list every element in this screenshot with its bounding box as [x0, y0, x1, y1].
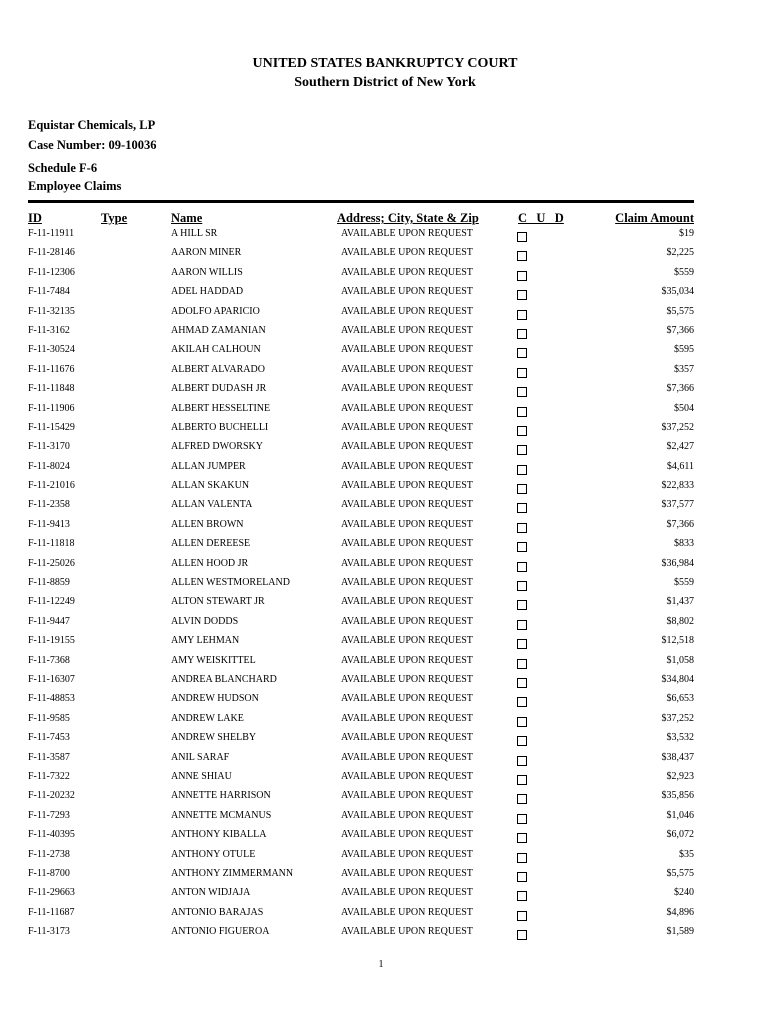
- claimant-name: ANTONIO FIGUEROA: [171, 926, 270, 938]
- table-row: [0, 340, 770, 359]
- table-row: [0, 612, 770, 631]
- table-row: [0, 282, 770, 301]
- claim-id: F-11-21016: [28, 480, 75, 492]
- claimant-address: AVAILABLE UPON REQUEST: [341, 557, 473, 569]
- column-header-name: Name: [171, 211, 203, 225]
- claim-amount: $37,577: [661, 499, 694, 511]
- claim-id: F-11-9585: [28, 712, 70, 724]
- claim-id: F-11-30524: [28, 344, 75, 356]
- claim-id: F-11-11848: [28, 383, 75, 395]
- claim-id: F-11-11687: [28, 906, 75, 918]
- claimant-name: ALFRED DWORSKY: [171, 441, 263, 453]
- claim-id: F-11-3170: [28, 441, 70, 453]
- claimant-address: AVAILABLE UPON REQUEST: [341, 480, 473, 492]
- disputed-checkbox[interactable]: [517, 600, 527, 610]
- claim-id: F-11-25026: [28, 557, 75, 569]
- table-row: [0, 806, 770, 825]
- column-header-type: Type: [101, 211, 128, 225]
- disputed-checkbox[interactable]: [517, 911, 527, 921]
- claim-amount: $6,653: [666, 693, 694, 705]
- claim-amount: $595: [674, 344, 694, 356]
- claim-amount: $35,856: [661, 790, 694, 802]
- table-row: [0, 534, 770, 553]
- claimant-address: AVAILABLE UPON REQUEST: [341, 790, 473, 802]
- claimant-address: AVAILABLE UPON REQUEST: [341, 344, 473, 356]
- disputed-checkbox[interactable]: [517, 542, 527, 552]
- claimant-address: AVAILABLE UPON REQUEST: [341, 712, 473, 724]
- claimant-address: AVAILABLE UPON REQUEST: [341, 693, 473, 705]
- claimant-address: AVAILABLE UPON REQUEST: [341, 577, 473, 589]
- claimant-address: AVAILABLE UPON REQUEST: [341, 848, 473, 860]
- column-header-address: Address; City, State & Zip: [337, 211, 479, 225]
- disputed-checkbox[interactable]: [517, 503, 527, 513]
- claim-amount: $357: [674, 363, 694, 375]
- debtor-name: Equistar Chemicals, LP: [28, 118, 156, 132]
- claim-id: F-11-7368: [28, 654, 70, 666]
- claim-id: F-11-48853: [28, 693, 75, 705]
- table-row: [0, 689, 770, 708]
- claimant-address: AVAILABLE UPON REQUEST: [341, 887, 473, 899]
- table-row: [0, 573, 770, 592]
- claimant-name: ALTON STEWART JR: [171, 596, 265, 608]
- disputed-checkbox[interactable]: [517, 445, 527, 455]
- table-row: [0, 883, 770, 902]
- court-title: UNITED STATES BANKRUPTCY COURT: [252, 56, 518, 71]
- claim-amount: $7,366: [666, 383, 694, 395]
- claimant-address: AVAILABLE UPON REQUEST: [341, 518, 473, 530]
- disputed-checkbox[interactable]: [517, 387, 527, 397]
- claimant-name: AMY LEHMAN: [171, 635, 240, 647]
- table-row: [0, 360, 770, 379]
- claimant-name: ADEL HADDAD: [171, 286, 244, 298]
- claim-id: F-11-3587: [28, 751, 70, 763]
- claimant-name: ALBERTO BUCHELLI: [171, 421, 269, 433]
- table-row: [0, 243, 770, 262]
- claimant-address: AVAILABLE UPON REQUEST: [341, 770, 473, 782]
- claim-amount: $37,252: [661, 712, 694, 724]
- claim-id: F-11-7484: [28, 286, 70, 298]
- claim-amount: $35,034: [661, 286, 694, 298]
- claim-id: F-11-9447: [28, 615, 70, 627]
- claimant-name: ALBERT ALVARADO: [171, 363, 265, 375]
- disputed-checkbox[interactable]: [517, 620, 527, 630]
- claimant-address: AVAILABLE UPON REQUEST: [341, 499, 473, 511]
- claim-amount: $240: [674, 887, 694, 899]
- table-row: [0, 592, 770, 611]
- claimant-name: ALLAN VALENTA: [171, 499, 253, 511]
- claimant-name: ANTHONY ZIMMERMANN: [171, 867, 294, 879]
- table-row: [0, 379, 770, 398]
- claimant-name: ANDREW HUDSON: [171, 693, 259, 705]
- disputed-checkbox[interactable]: [517, 465, 527, 475]
- claimant-name: ADOLFO APARICIO: [171, 305, 260, 317]
- table-row: [0, 922, 770, 941]
- claimant-address: AVAILABLE UPON REQUEST: [341, 673, 473, 685]
- claimant-address: AVAILABLE UPON REQUEST: [341, 867, 473, 879]
- claimant-name: ANIL SARAF: [171, 751, 230, 763]
- table-row: [0, 903, 770, 922]
- claimant-address: AVAILABLE UPON REQUEST: [341, 829, 473, 841]
- disputed-checkbox[interactable]: [517, 930, 527, 940]
- claimant-address: AVAILABLE UPON REQUEST: [341, 402, 473, 414]
- claimant-name: ALBERT HESSELTINE: [171, 402, 271, 414]
- claimant-address: AVAILABLE UPON REQUEST: [341, 247, 473, 259]
- claim-amount: $38,437: [661, 751, 694, 763]
- claim-amount: $3,532: [666, 732, 694, 744]
- table-row: [0, 224, 770, 243]
- claim-amount: $2,923: [666, 770, 694, 782]
- claim-amount: $12,518: [661, 635, 694, 647]
- table-row: [0, 786, 770, 805]
- claim-amount: $4,611: [666, 460, 694, 472]
- claimant-address: AVAILABLE UPON REQUEST: [341, 596, 473, 608]
- claim-id: F-11-8700: [28, 867, 70, 879]
- claim-amount: $7,366: [666, 324, 694, 336]
- disputed-checkbox[interactable]: [517, 659, 527, 669]
- claim-id: F-11-7453: [28, 732, 70, 744]
- case-number: Case Number: 09-10036: [28, 138, 157, 152]
- disputed-checkbox[interactable]: [517, 872, 527, 882]
- claim-id: F-11-3162: [28, 324, 70, 336]
- claimant-name: ALLEN HOOD JR: [171, 557, 249, 569]
- table-row: [0, 399, 770, 418]
- claim-id: F-11-11676: [28, 363, 75, 375]
- claim-amount: $2,427: [666, 441, 694, 453]
- claimant-address: AVAILABLE UPON REQUEST: [341, 538, 473, 550]
- column-header-id: ID: [28, 211, 42, 225]
- claim-amount: $4,896: [666, 906, 694, 918]
- claim-amount: $1,046: [666, 809, 694, 821]
- claim-id: F-11-11818: [28, 538, 75, 550]
- claimant-name: AKILAH CALHOUN: [171, 344, 261, 356]
- claim-amount: $37,252: [661, 421, 694, 433]
- claim-amount: $6,072: [666, 829, 694, 841]
- disputed-checkbox[interactable]: [517, 271, 527, 281]
- claim-id: F-11-7293: [28, 809, 70, 821]
- claimant-address: AVAILABLE UPON REQUEST: [341, 266, 473, 278]
- claim-amount: $5,575: [666, 867, 694, 879]
- claimant-name: ALLAN JUMPER: [171, 460, 246, 472]
- claimant-name: AARON MINER: [171, 247, 242, 259]
- claim-amount: $8,802: [666, 615, 694, 627]
- disputed-checkbox[interactable]: [517, 639, 527, 649]
- claimant-address: AVAILABLE UPON REQUEST: [341, 286, 473, 298]
- table-row: [0, 321, 770, 340]
- claimant-address: AVAILABLE UPON REQUEST: [341, 809, 473, 821]
- claim-amount: $1,058: [666, 654, 694, 666]
- disputed-checkbox[interactable]: [517, 736, 527, 746]
- disputed-checkbox[interactable]: [517, 523, 527, 533]
- claimant-address: AVAILABLE UPON REQUEST: [341, 460, 473, 472]
- table-row: [0, 709, 770, 728]
- claimant-address: AVAILABLE UPON REQUEST: [341, 363, 473, 375]
- claimant-name: ANTONIO BARAJAS: [171, 906, 264, 918]
- claimant-address: AVAILABLE UPON REQUEST: [341, 305, 473, 317]
- disputed-checkbox[interactable]: [517, 697, 527, 707]
- claimant-name: ALVIN DODDS: [171, 615, 239, 627]
- table-row: [0, 418, 770, 437]
- disputed-checkbox[interactable]: [517, 678, 527, 688]
- disputed-checkbox[interactable]: [517, 581, 527, 591]
- table-row: [0, 748, 770, 767]
- claim-id: F-11-32135: [28, 305, 75, 317]
- claim-amount: $22,833: [661, 480, 694, 492]
- disputed-checkbox[interactable]: [517, 348, 527, 358]
- claimant-name: ANDREW SHELBY: [171, 732, 257, 744]
- claim-id: F-11-19155: [28, 635, 75, 647]
- header-rule: [28, 200, 694, 203]
- disputed-checkbox[interactable]: [517, 853, 527, 863]
- disputed-checkbox[interactable]: [517, 484, 527, 494]
- claim-id: F-11-3173: [28, 926, 70, 938]
- disputed-checkbox[interactable]: [517, 426, 527, 436]
- table-row: [0, 631, 770, 650]
- claim-amount: $36,984: [661, 557, 694, 569]
- claimant-name: ALBERT DUDASH JR: [171, 383, 267, 395]
- table-row: [0, 845, 770, 864]
- disputed-checkbox[interactable]: [517, 368, 527, 378]
- claim-id: F-11-7322: [28, 770, 70, 782]
- claim-amount: $2,225: [666, 247, 694, 259]
- claim-id: F-11-12306: [28, 266, 75, 278]
- claim-amount: $19: [679, 228, 694, 239]
- claimant-address: AVAILABLE UPON REQUEST: [341, 228, 473, 239]
- disputed-checkbox[interactable]: [517, 251, 527, 261]
- claimant-name: ANDREA BLANCHARD: [171, 673, 277, 685]
- claim-id: F-11-9413: [28, 518, 70, 530]
- table-row: [0, 728, 770, 747]
- claim-id: F-11-15429: [28, 421, 75, 433]
- table-row: [0, 554, 770, 573]
- claim-id: F-11-28146: [28, 247, 75, 259]
- claimant-name: A HILL SR: [171, 228, 218, 239]
- claimant-name: ANNE SHIAU: [171, 770, 232, 782]
- disputed-checkbox[interactable]: [517, 891, 527, 901]
- disputed-checkbox[interactable]: [517, 232, 527, 242]
- disputed-checkbox[interactable]: [517, 310, 527, 320]
- claimant-address: AVAILABLE UPON REQUEST: [341, 635, 473, 647]
- claim-amount: $559: [674, 266, 694, 278]
- table-row: [0, 651, 770, 670]
- claimant-address: AVAILABLE UPON REQUEST: [341, 615, 473, 627]
- claimant-name: ALLEN WESTMORELAND: [171, 577, 290, 589]
- disputed-checkbox[interactable]: [517, 407, 527, 417]
- claimant-name: ANNETTE MCMANUS: [171, 809, 272, 821]
- claimant-address: AVAILABLE UPON REQUEST: [341, 926, 473, 938]
- claim-amount: $1,437: [666, 596, 694, 608]
- claimant-address: AVAILABLE UPON REQUEST: [341, 324, 473, 336]
- claim-amount: $833: [674, 538, 694, 550]
- claim-id: F-11-8859: [28, 577, 70, 589]
- claim-amount: $504: [674, 402, 694, 414]
- disputed-checkbox[interactable]: [517, 562, 527, 572]
- table-row: [0, 476, 770, 495]
- claims-table: [0, 224, 770, 941]
- claim-id: F-11-29663: [28, 887, 75, 899]
- table-row: [0, 457, 770, 476]
- claimant-name: ALLEN BROWN: [171, 518, 244, 530]
- claim-id: F-11-12249: [28, 596, 75, 608]
- claimant-address: AVAILABLE UPON REQUEST: [341, 654, 473, 666]
- claimant-address: AVAILABLE UPON REQUEST: [341, 732, 473, 744]
- claim-amount: $34,804: [661, 673, 694, 685]
- court-district: Southern District of New York: [294, 75, 476, 90]
- disputed-checkbox[interactable]: [517, 329, 527, 339]
- claim-id: F-11-8024: [28, 460, 70, 472]
- claim-id: F-11-20232: [28, 790, 75, 802]
- disputed-checkbox[interactable]: [517, 290, 527, 300]
- schedule-title: Employee Claims: [28, 179, 122, 193]
- table-row: [0, 302, 770, 321]
- claimant-name: AMY WEISKITTEL: [171, 654, 256, 666]
- table-row: [0, 495, 770, 514]
- disputed-checkbox[interactable]: [517, 717, 527, 727]
- claimant-name: ALLAN SKAKUN: [171, 480, 250, 492]
- claimant-address: AVAILABLE UPON REQUEST: [341, 441, 473, 453]
- page-number: 1: [378, 959, 384, 970]
- claimant-name: ANTON WIDJAJA: [171, 887, 251, 899]
- claim-amount: $559: [674, 577, 694, 589]
- table-row: [0, 825, 770, 844]
- claimant-name: ANNETTE HARRISON: [171, 790, 271, 802]
- document-header: [0, 54, 770, 92]
- disputed-checkbox[interactable]: [517, 756, 527, 766]
- table-row: [0, 767, 770, 786]
- claim-amount: $5,575: [666, 305, 694, 317]
- schedule-label: Schedule F-6: [28, 161, 98, 175]
- claim-id: F-11-16307: [28, 673, 75, 685]
- claimant-address: AVAILABLE UPON REQUEST: [341, 906, 473, 918]
- claimant-name: AHMAD ZAMANIAN: [171, 324, 266, 336]
- disputed-checkbox[interactable]: [517, 794, 527, 804]
- disputed-checkbox[interactable]: [517, 814, 527, 824]
- table-row: [0, 670, 770, 689]
- claimant-address: AVAILABLE UPON REQUEST: [341, 383, 473, 395]
- claimant-address: AVAILABLE UPON REQUEST: [341, 421, 473, 433]
- claimant-name: ALLEN DEREESE: [171, 538, 251, 550]
- column-header-cud: C U D: [518, 211, 564, 225]
- claim-id: F-11-11911: [28, 228, 75, 239]
- claimant-name: ANDREW LAKE: [171, 712, 244, 724]
- disputed-checkbox[interactable]: [517, 833, 527, 843]
- table-row: [0, 864, 770, 883]
- claimant-name: ANTHONY OTULE: [171, 848, 256, 860]
- disputed-checkbox[interactable]: [517, 775, 527, 785]
- table-row: [0, 437, 770, 456]
- claimant-name: AARON WILLIS: [171, 266, 243, 278]
- table-row: [0, 263, 770, 282]
- claim-id: F-11-40395: [28, 829, 75, 841]
- table-row: [0, 515, 770, 534]
- claim-id: F-11-11906: [28, 402, 75, 414]
- claimant-name: ANTHONY KIBALLA: [171, 829, 267, 841]
- claimant-address: AVAILABLE UPON REQUEST: [341, 751, 473, 763]
- claim-amount: $35: [679, 848, 694, 860]
- claim-amount: $7,366: [666, 518, 694, 530]
- claim-id: F-11-2738: [28, 848, 70, 860]
- claim-amount: $1,589: [666, 926, 694, 938]
- column-header-claim-amount: Claim Amount: [615, 211, 694, 225]
- claim-id: F-11-2358: [28, 499, 70, 511]
